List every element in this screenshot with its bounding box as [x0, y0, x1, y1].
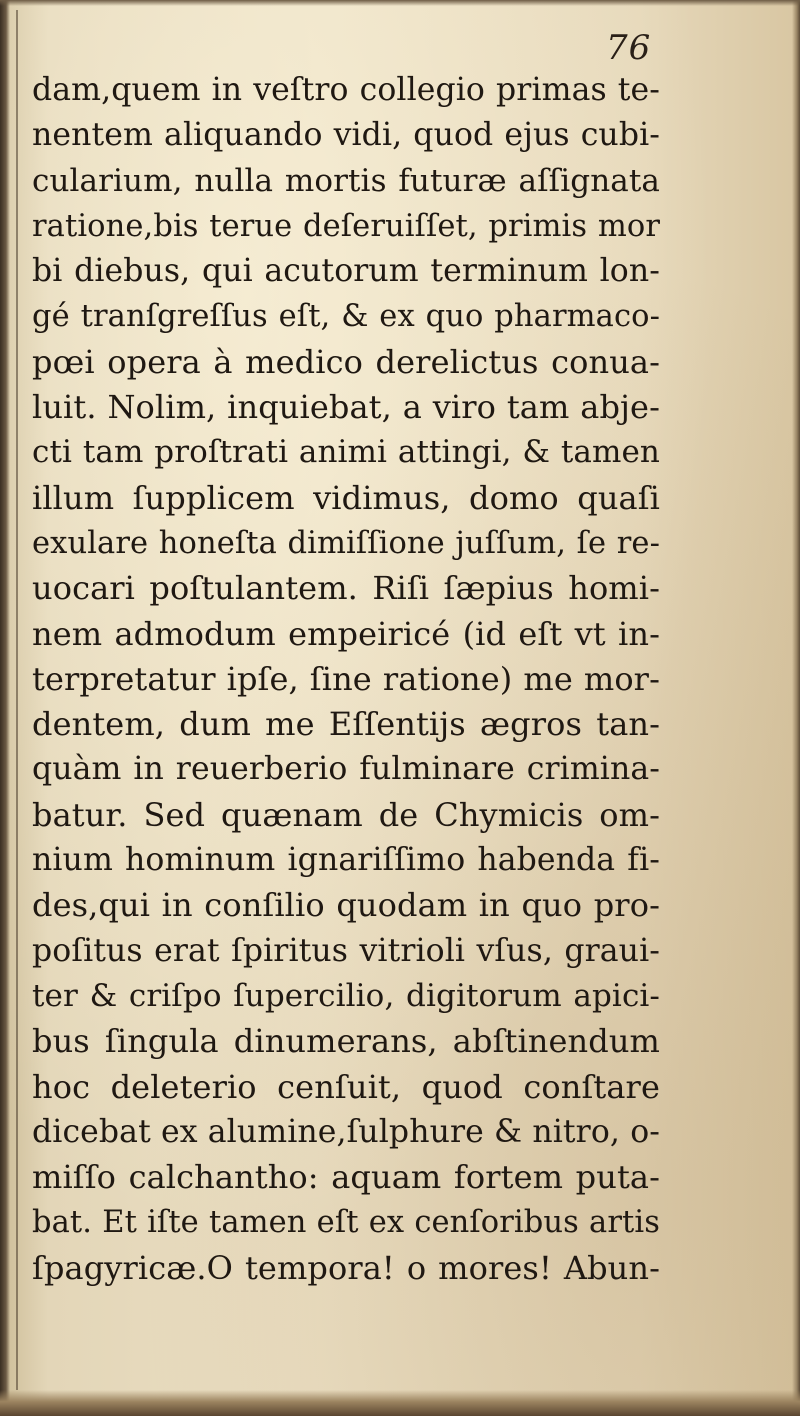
text-line: des,qui in conſilio quodam in quo pro-	[32, 886, 660, 925]
text-line: luit. Nolim, inquiebat, a viro tam abje-	[32, 388, 660, 427]
text-line: cti tam proſtrati animi attingi, & tamen	[32, 434, 660, 471]
body-text	[32, 68, 660, 1291]
text-line: illum ſupplicem vidimus, domo quaſi	[32, 478, 660, 517]
margin-rule	[16, 10, 18, 1390]
text-line: dam,quem in veſtro collegio primas te-	[32, 72, 660, 108]
text-line: terpretatur ipſe, ſine ratione) me mor-	[32, 659, 660, 698]
text-line: miſſo calchantho: aquam fortem puta-	[32, 1158, 660, 1197]
text-line: gé tranſgreſſus eſt, & ex quo pharmaco-	[32, 299, 660, 335]
text-line: hoc deleterio cenſuit, quod conſtare	[32, 1067, 660, 1106]
page-number: 76	[606, 28, 652, 68]
binding-edge	[0, 0, 10, 1416]
page-right-edge	[792, 0, 800, 1416]
text-line: bus ſingula dinumerans, abſtinendum	[32, 1022, 660, 1061]
page-bottom-edge	[0, 1390, 800, 1416]
text-line: bat. Et iſte tamen eſt ex cenſoribus artis	[32, 1205, 660, 1241]
text-line: dicebat ex alumine,ſulphure & nitro, o-	[32, 1113, 660, 1150]
text-line: ter & criſpo ſupercilio, digitorum apici-	[32, 977, 660, 1014]
text-line: bi diebus, qui acutorum terminum lon-	[32, 253, 660, 290]
text-line: dentem, dum me Eſſentijs ægros tan-	[32, 705, 660, 744]
text-line: nem admodum empeiricé (id eſt vt in-	[32, 614, 660, 653]
text-line: pœi opera à medico derelictus conua-	[32, 342, 660, 381]
text-line: poſitus erat ſpiritus vitrioli vſus, graui-	[32, 932, 660, 969]
text-line: ratione,bis terue deſeruiſſet, primis mor	[32, 208, 660, 244]
text-line: quàm in reuerberio fulminare crimina-	[32, 751, 660, 788]
text-line: exulare honeſta dimiſſione juſſum, ſe re-	[32, 525, 660, 561]
page-top-edge	[0, 0, 800, 6]
text-line: batur. Sed quænam de Chymicis om-	[32, 795, 660, 834]
text-line: uocari poſtulantem. Riſi ſæpius homi-	[32, 569, 660, 608]
text-line: cularium, nulla mortis futuræ aſſignata	[32, 162, 660, 199]
text-line: nium hominum ignariſſimo habenda fi-	[32, 842, 660, 879]
text-line: ſpagyricæ.O tempora! o mores! Abun-	[32, 1248, 660, 1287]
text-line: nentem aliquando vidi, quod ejus cubi-	[32, 117, 660, 154]
